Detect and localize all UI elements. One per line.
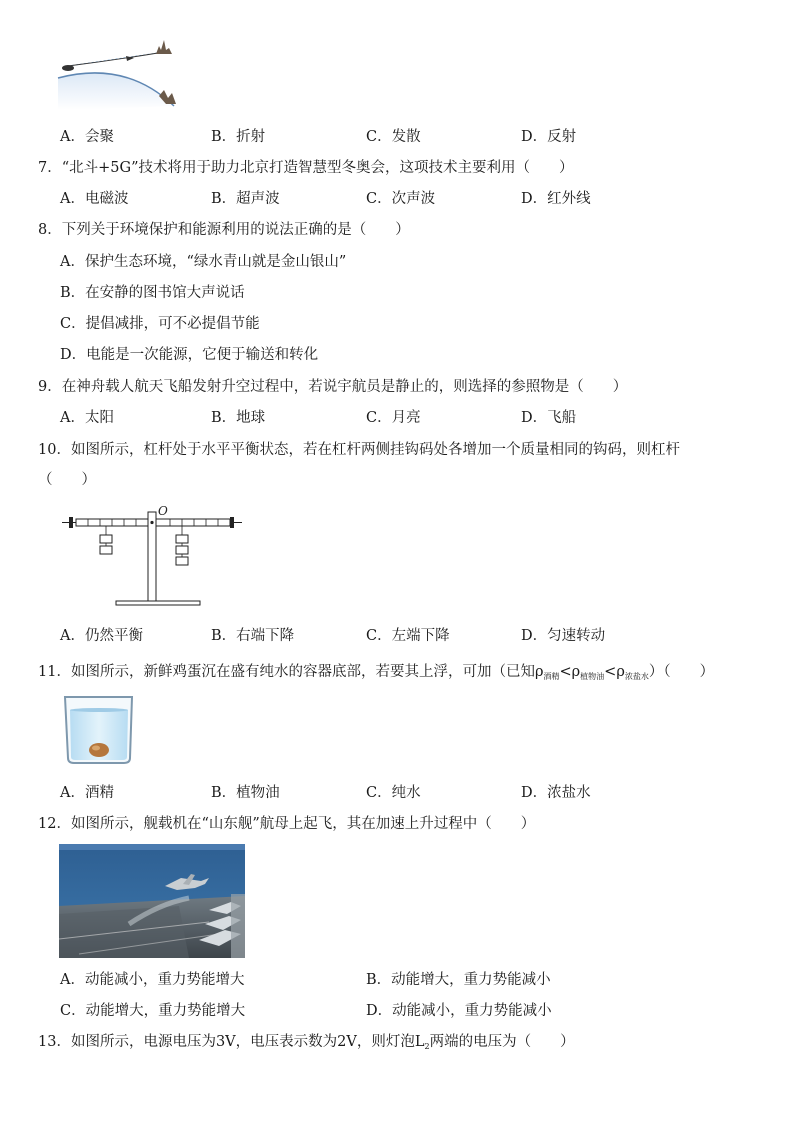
q11-option-a[interactable]: A．酒精 (60, 785, 114, 801)
q9-stem: 9．在神舟载人航天飞船发射升空过程中，若说宇航员是静止的，则选择的参照物是（ ） (38, 379, 628, 395)
q9-option-b[interactable]: B．地球 (211, 410, 266, 426)
q10-option-c[interactable]: C．左端下降 (366, 628, 450, 644)
q7-option-a[interactable]: A．电磁波 (60, 191, 129, 207)
q8-option-b[interactable]: B．在安静的图书馆大声说话 (60, 285, 245, 301)
q7-option-d[interactable]: D．红外线 (521, 191, 591, 207)
q11-option-c[interactable]: C．纯水 (366, 785, 421, 801)
q6-option-d[interactable]: D．反射 (521, 129, 577, 145)
beaker-egg-figure (60, 694, 138, 766)
q12-option-d[interactable]: D．动能减小，重力势能减小 (366, 1003, 552, 1019)
q12-option-c[interactable]: C．动能增大，重力势能增大 (60, 1003, 246, 1019)
q8-option-a[interactable]: A．保护生态环境，“绿水青山就是金山银山” (60, 254, 347, 270)
q9-option-c[interactable]: C．月亮 (366, 410, 421, 426)
q10-stem-line2: （ ） (38, 472, 96, 488)
q12-option-b[interactable]: B．动能增大，重力势能减小 (366, 972, 551, 988)
q11-option-d[interactable]: D．浓盐水 (521, 785, 591, 801)
q8-option-c[interactable]: C．提倡减排，可不必提倡节能 (60, 316, 260, 332)
q6-option-b[interactable]: B．折射 (211, 129, 266, 145)
q7-stem: 7．“北斗+5G”技术将用于助力北京打造智慧型冬奥会，这项技术主要利用（ ） (38, 160, 574, 176)
q10-option-b[interactable]: B．右端下降 (211, 628, 295, 644)
q10-option-d[interactable]: D．匀速转动 (521, 628, 606, 644)
q13-stem: 13．如图所示，电源电压为3V，电压表示数为2V，则灯泡$L_2$两端的电压为（ ） (38, 1034, 575, 1051)
q9-option-a[interactable]: A．太阳 (60, 410, 114, 426)
q7-option-c[interactable]: C．次声波 (366, 191, 436, 207)
lever-figure (58, 502, 248, 610)
q11-stem: 11．如图所示，新鲜鸡蛋沉在盛有纯水的容器底部，若要其上浮，可加（已知$\rho_{酒精}<\rho_{植物油}<\rho_{浓盐水}$）（ ） (38, 664, 715, 681)
q11-option-b[interactable]: B．植物油 (211, 785, 280, 801)
q12-stem: 12．如图所示，舰载机在“山东舰”航母上起飞，其在加速上升过程中（ ） (38, 816, 536, 832)
carrier-jet-photo (59, 844, 245, 958)
q6-option-a[interactable]: A．会聚 (60, 129, 114, 145)
q9-option-d[interactable]: D．飞船 (521, 410, 577, 426)
q10-option-a[interactable]: A．仍然平衡 (60, 628, 143, 644)
refraction-figure (56, 38, 186, 110)
q12-option-a[interactable]: A．动能减小，重力势能增大 (60, 972, 245, 988)
q7-option-b[interactable]: B．超声波 (211, 191, 280, 207)
q6-option-c[interactable]: C．发散 (366, 129, 421, 145)
q10-stem-line1: 10．如图所示，杠杆处于水平平衡状态，若在杠杆两侧挂钩码处各增加一个质量相同的钩码，则杠杆 (38, 442, 680, 458)
pivot-label: O (158, 504, 168, 518)
q8-stem: 8．下列关于环境保护和能源利用的说法正确的是（ ） (38, 222, 410, 238)
q8-option-d[interactable]: D．电能是一次能源，它便于输送和转化 (60, 347, 319, 363)
